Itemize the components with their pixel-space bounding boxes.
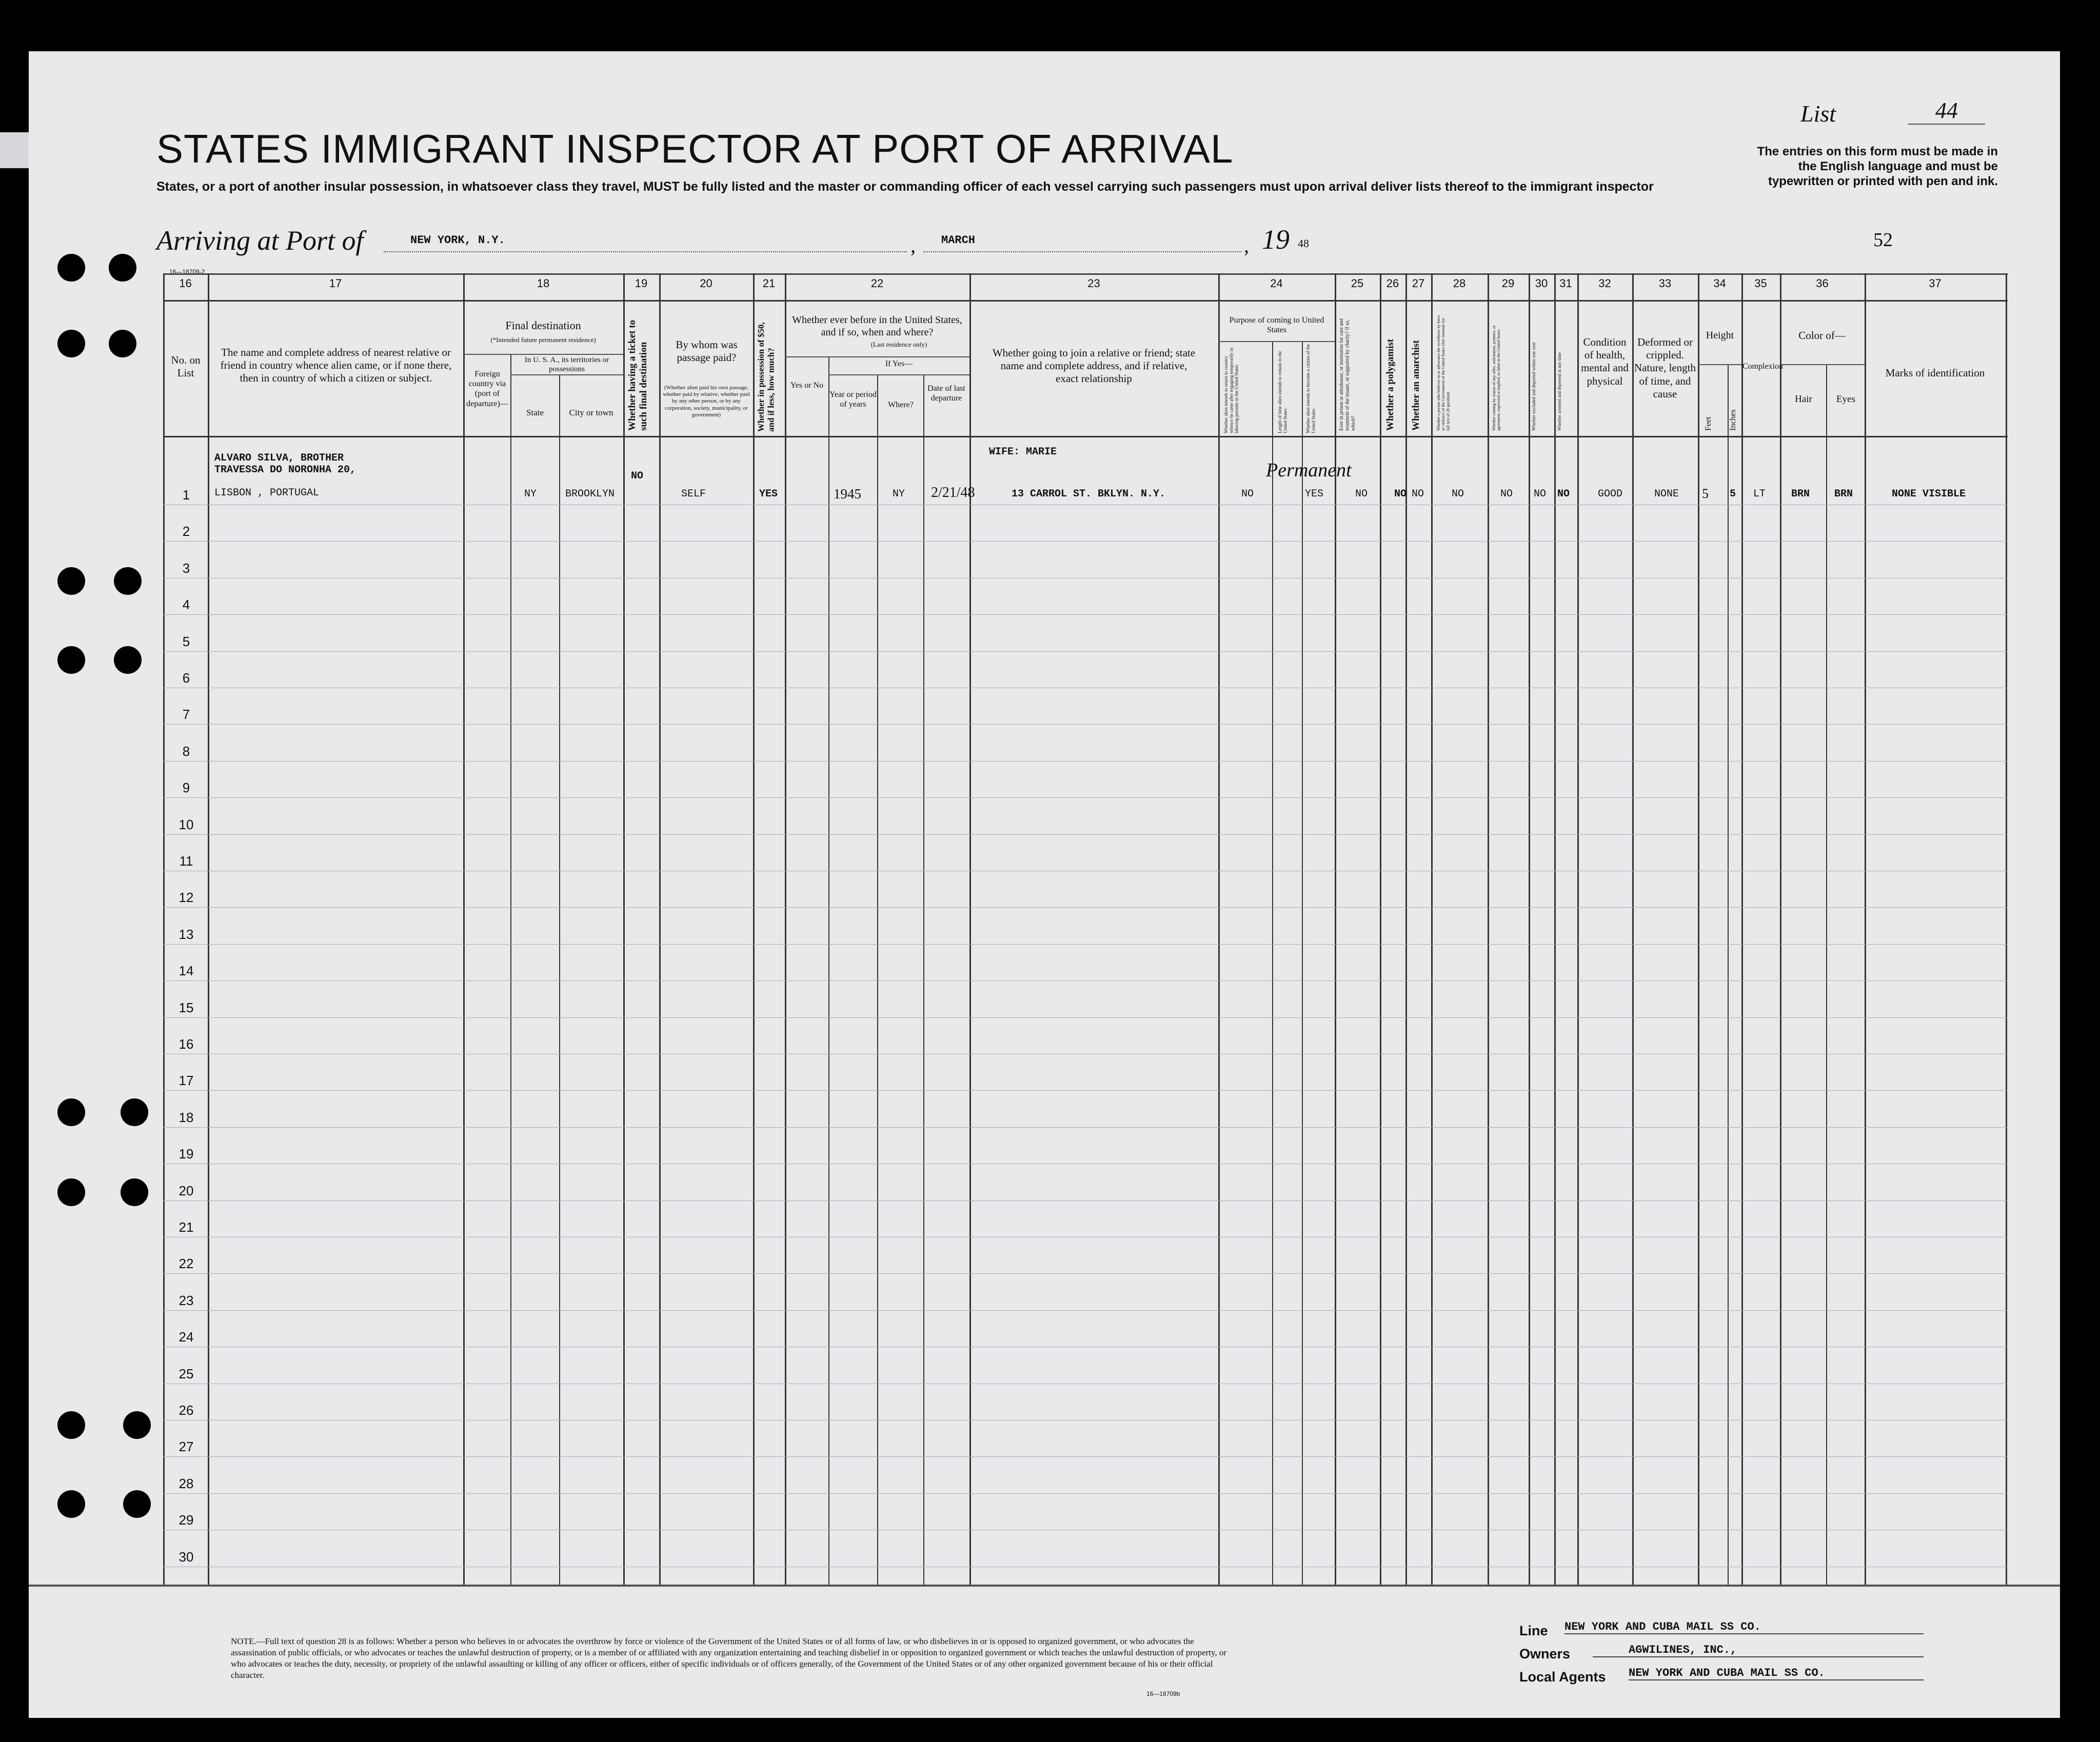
row-number: 29 xyxy=(179,1512,194,1528)
punch-hole xyxy=(57,1178,85,1206)
row-number: 4 xyxy=(182,597,190,613)
joining-line1: WIFE: MARIE xyxy=(989,446,1057,458)
row-number: 1 xyxy=(182,487,190,503)
row-line xyxy=(163,761,2008,762)
punch-hole xyxy=(123,1490,151,1518)
complexion-value: LT xyxy=(1753,488,1766,500)
header-foreign-country: Foreign country via (port of departure)— xyxy=(466,370,508,408)
line-value: NEW YORK AND CUBA MAIL SS CO. xyxy=(1564,1620,1924,1634)
row-line xyxy=(163,541,2008,542)
row-number: 5 xyxy=(182,633,190,649)
row-number: 2 xyxy=(182,524,190,539)
subheader-line xyxy=(1698,364,1741,365)
q30-value: NO xyxy=(1534,488,1547,500)
row-number: 6 xyxy=(182,670,190,686)
year-suffix: 48 xyxy=(1298,237,1309,250)
col-number: 19 xyxy=(635,277,648,290)
col-number: 20 xyxy=(700,277,712,290)
header-yes-no: Yes or No xyxy=(790,381,824,390)
feet-value: 5 xyxy=(1702,486,1709,501)
col-number: 26 xyxy=(1386,277,1399,290)
header-marks: Marks of identification xyxy=(1885,367,1985,379)
q31-value: NO xyxy=(1557,488,1570,500)
agents-label: Local Agents xyxy=(1519,1669,1606,1685)
col-number: 37 xyxy=(1929,277,1941,290)
subcol-line xyxy=(1302,341,1303,1585)
arriving-dotted xyxy=(384,251,907,252)
punch-hole xyxy=(57,646,85,674)
col-number: 18 xyxy=(537,277,550,290)
col-line xyxy=(1741,273,1743,1585)
relative-line2: TRAVESSA DO NORONHA 20, xyxy=(214,464,356,476)
comma: , xyxy=(1244,234,1249,257)
header-eyes: Eyes xyxy=(1836,394,1855,405)
row-number: 30 xyxy=(179,1549,194,1565)
header-no-on-list: No. on List xyxy=(171,354,201,379)
col-line xyxy=(623,273,625,1585)
col-line xyxy=(1577,273,1579,1585)
passage-paid-value: SELF xyxy=(681,488,706,500)
row-number: 26 xyxy=(179,1403,194,1418)
relative-line1: ALVARO SILVA, BROTHER xyxy=(214,452,344,464)
row-line xyxy=(163,1127,2008,1128)
line-label: Line xyxy=(1519,1623,1548,1638)
header-bottom-line xyxy=(163,436,2008,437)
row-line xyxy=(163,651,2008,652)
header-q30: Whether excluded and deported within one year xyxy=(1531,342,1536,431)
subcol-line xyxy=(877,374,878,1585)
header-ticket: Whether having a ticket to such final destination xyxy=(627,319,649,431)
form-subtitle: States, or a port of another insular possession, in whatsoever class they travel, MUST be fully listed and the master or commanding officer of each vessel carrying such passengers must upon arrival deliver lists thereof to the immigrant inspector xyxy=(156,179,1654,194)
header-purpose-a: Whether alien intends to return to country whence he came after engaging temporarily in laboring pursuits in the United States xyxy=(1223,348,1239,433)
row-number: 14 xyxy=(179,963,194,979)
q28-value: NO xyxy=(1452,488,1464,500)
subcol-line xyxy=(828,356,829,1585)
page-mark: 52 xyxy=(1873,229,1893,251)
row-number: 15 xyxy=(179,999,194,1015)
row-line xyxy=(163,980,2008,981)
header-deformed: Deformed or crippled. Nature, length of time, and cause xyxy=(1634,336,1696,400)
month-value: MARCH xyxy=(941,234,976,247)
row-number: 13 xyxy=(179,926,194,942)
header-where: Where? xyxy=(888,401,914,409)
punch-hole xyxy=(121,1178,148,1206)
header-polygamist: Whether a polygamist xyxy=(1385,338,1396,431)
col-line xyxy=(1865,273,1866,1585)
owners-label: Owners xyxy=(1519,1646,1571,1661)
row-line xyxy=(163,944,2008,945)
row-number: 8 xyxy=(182,743,190,759)
q29-value: NO xyxy=(1500,488,1513,500)
punch-hole xyxy=(123,1411,151,1439)
row-line xyxy=(163,1017,2008,1018)
header-final-destination: Final destination xyxy=(505,319,581,332)
header-color-of: Color of— xyxy=(1798,329,1846,342)
owners-value: AGWILINES, INC., xyxy=(1593,1644,1924,1657)
anarchist-value: NO xyxy=(1412,488,1424,500)
purpose-length-value: Permanent xyxy=(1266,459,1352,481)
header-last-residence: (Last residence only) xyxy=(870,341,927,348)
row-line xyxy=(163,834,2008,835)
header-in-us: In U. S. A., its territories or possessions xyxy=(524,356,609,373)
col-line xyxy=(1780,273,1781,1585)
col-line xyxy=(1529,273,1530,1585)
punch-hole xyxy=(57,567,85,595)
header-top-line xyxy=(163,273,2008,275)
row-number: 11 xyxy=(179,853,193,869)
header-final-destination-note: (*Intended future permanent residence) xyxy=(490,336,596,344)
row-number: 3 xyxy=(182,560,190,576)
col-number: 34 xyxy=(1713,277,1726,290)
header-passage-note: (Whether alien paid his own passage, whether paid by relative, whether paid by any other person, or by any corporation, society, municipality, or government) xyxy=(663,385,750,418)
month-dotted xyxy=(923,251,1241,252)
subheader-line xyxy=(1218,341,1335,342)
row-number: 22 xyxy=(179,1256,194,1272)
header-money: Whether in possession of $50, and if less, how much? xyxy=(756,322,776,432)
col-number: 23 xyxy=(1087,277,1100,290)
purpose-citizen-value: YES xyxy=(1305,488,1324,500)
col-line xyxy=(659,273,661,1585)
instructions-text: The entries on this form must be made in the English language and must be typewritten or printed with pen and ink. xyxy=(1757,145,1998,188)
col-number: 30 xyxy=(1535,277,1548,290)
col-number: 16 xyxy=(179,277,192,290)
header-q31: Whether arrested and deported at any time xyxy=(1557,352,1562,431)
col-line xyxy=(1632,273,1634,1585)
col-line xyxy=(785,273,786,1585)
punch-hole xyxy=(109,330,136,357)
header-complexion: Complexion xyxy=(1742,362,1784,371)
header-purpose-b: Length of time alien intends to remain in the United States xyxy=(1277,351,1288,433)
header-city: City or town xyxy=(569,408,613,417)
header-inches: Inches xyxy=(1729,409,1737,431)
header-before-in-us: Whether ever before in the United States, and if so, when and where? xyxy=(792,314,962,338)
subheader-line xyxy=(828,374,969,375)
row-number: 19 xyxy=(179,1146,194,1162)
polygamist-value: NO xyxy=(1394,488,1407,500)
punch-hole xyxy=(57,1098,85,1126)
col-line xyxy=(463,273,465,1585)
prison-value: NO xyxy=(1355,488,1368,500)
col-number: 28 xyxy=(1453,277,1466,290)
punch-hole xyxy=(57,254,85,282)
row-line xyxy=(163,724,2008,725)
subheader-line xyxy=(1780,364,1865,365)
subcol-line xyxy=(1826,364,1827,1585)
marks-value: NONE VISIBLE xyxy=(1892,488,1966,500)
punch-hole xyxy=(109,254,136,282)
header-state: State xyxy=(526,408,544,417)
header-q29: Whether coming by reason of any offer, solicitation, promise, or agreement, expressed or implied, to labor in the United States xyxy=(1492,325,1501,431)
form-number: 16—18709-2 xyxy=(169,268,205,275)
row-number: 27 xyxy=(179,1439,194,1455)
col-line xyxy=(1380,273,1381,1585)
subheader-line xyxy=(463,354,623,355)
subcol-line xyxy=(559,374,560,1585)
subheader-line xyxy=(510,374,623,375)
row-number: 17 xyxy=(179,1073,194,1089)
port-value: NEW YORK, N.Y. xyxy=(410,234,505,247)
punch-hole xyxy=(121,1098,148,1126)
punch-hole xyxy=(57,330,85,357)
col-line xyxy=(1218,273,1220,1585)
header-prison: Ever in prison or almshouse, or institution for care and treatment of the insane, or supported by charity? If so, which? xyxy=(1339,318,1356,431)
row-number: 18 xyxy=(179,1109,194,1125)
row-line xyxy=(163,1200,2008,1201)
ticket-value: NO xyxy=(631,470,644,482)
header-height: Height xyxy=(1706,330,1734,341)
row-line xyxy=(163,1456,2008,1457)
row-line xyxy=(163,614,2008,615)
subcol-line xyxy=(1728,364,1729,1585)
state-value: NY xyxy=(524,488,537,500)
subcol-line xyxy=(510,354,511,1585)
col-line xyxy=(969,273,971,1585)
header-feet: Feet xyxy=(1704,416,1713,431)
money-value: YES xyxy=(759,488,778,500)
form-code: 16—18709b xyxy=(1146,1690,1180,1697)
col-line xyxy=(2006,273,2007,1585)
header-date-departure: Date of last departure xyxy=(927,384,965,403)
table-bottom-line xyxy=(29,1585,2060,1587)
row-line xyxy=(163,907,2008,908)
list-number: 44 xyxy=(1908,97,1985,125)
colnum-line xyxy=(163,300,2008,302)
arriving-label: Arriving at Port of xyxy=(156,225,364,256)
col-number: 29 xyxy=(1501,277,1515,290)
col-number: 24 xyxy=(1270,277,1283,290)
col-number: 32 xyxy=(1598,277,1611,290)
where-value: NY xyxy=(893,488,905,500)
col-line xyxy=(1488,273,1489,1585)
header-q28: Whether a person who believes in or advocates the overthrow by force or violence of the Government of the United States (See footnote for full text of 28 question) xyxy=(1436,315,1451,431)
col-number: 35 xyxy=(1754,277,1767,290)
header-purpose-c: Whether alien intends to become a citizen of the United States xyxy=(1305,344,1316,433)
col-number: 36 xyxy=(1816,277,1829,290)
comma: , xyxy=(910,234,916,257)
header-year-period: Year or period of years xyxy=(829,390,877,409)
row-number: 28 xyxy=(179,1475,194,1491)
row-number: 16 xyxy=(179,1036,194,1052)
header-purpose: Purpose of coming to United States xyxy=(1229,316,1324,335)
col-number: 25 xyxy=(1351,277,1364,290)
col-line xyxy=(163,273,165,1585)
subheader-line xyxy=(785,356,969,357)
row-line xyxy=(163,1273,2008,1274)
header-health: Condition of health, mental and physical xyxy=(1581,336,1629,387)
row-number: 21 xyxy=(179,1219,194,1235)
agents-value: NEW YORK AND CUBA MAIL SS CO. xyxy=(1629,1667,1924,1680)
header-hair: Hair xyxy=(1795,394,1812,405)
punch-hole xyxy=(57,1490,85,1518)
row-number: 25 xyxy=(179,1366,194,1381)
header-relative-abroad: The name and complete address of nearest relative or friend in country whence alien came, or if none there, then in country of which a citizen or subject. xyxy=(220,346,452,385)
row-line xyxy=(163,1310,2008,1311)
list-label: List xyxy=(1800,101,1836,127)
footnote-q28: NOTE.—Full text of question 28 is as follows: Whether a person who believes in or advocates the overthrow by force or violence of the Government of the United States or of all forms of law, or who disbelieves in or is opposed to organized government, or who advocates the assassination of public officials, or who advocates or teaches the unlawful destruction of property, or is a member of or affiliated with any organization entertaining and teaching disbelief in or opposition to organized government or which teaches the unlawful destruction of property, or who advocates or teaches the duty, necessity, or propriety of the unlawful assaulting or killing of any officer or officers, either of specific individuals or of officers generally, of the Government of the United States or of any other organized government because of his or their official character. xyxy=(231,1636,1227,1680)
col-number: 17 xyxy=(329,277,342,290)
col-line xyxy=(1431,273,1433,1585)
row-line xyxy=(163,1090,2008,1091)
col-number: 33 xyxy=(1658,277,1672,290)
left-edge-fragment xyxy=(0,132,29,168)
health-value: GOOD xyxy=(1598,488,1623,500)
eyes-value: BRN xyxy=(1834,488,1853,500)
row-number: 10 xyxy=(179,816,194,832)
subcol-line xyxy=(1272,341,1273,1585)
header-passage-paid: By whom was passage paid? xyxy=(676,338,738,364)
col-number: 22 xyxy=(870,277,884,290)
col-line xyxy=(1554,273,1556,1585)
row-number: 20 xyxy=(179,1183,194,1198)
col-line xyxy=(208,273,209,1585)
col-number: 31 xyxy=(1559,277,1572,290)
city-value: BROOKLYN xyxy=(565,488,615,500)
subcol-line xyxy=(923,374,924,1585)
col-line xyxy=(753,273,755,1585)
form-title: STATES IMMIGRANT INSPECTOR AT PORT OF ARRIVAL xyxy=(156,126,1234,171)
col-line xyxy=(1698,273,1699,1585)
punch-hole xyxy=(57,1411,85,1439)
header-anarchist: Whether an anarchist xyxy=(1411,340,1421,431)
punch-hole xyxy=(114,567,142,595)
row-number: 23 xyxy=(179,1292,194,1308)
row-number: 24 xyxy=(179,1329,194,1345)
col-number: 27 xyxy=(1412,277,1425,290)
row-number: 7 xyxy=(182,707,190,723)
deformed-value: NONE xyxy=(1654,488,1679,500)
punch-hole xyxy=(114,646,142,674)
year-value: 1945 xyxy=(834,486,861,502)
header-joining-relative: Whether going to join a relative or friend; state name and complete address, and if relative, exact relationship xyxy=(992,347,1196,385)
year-prefix: 19 xyxy=(1262,224,1290,255)
joining-line2: 13 CARROL ST. BKLYN. N.Y. xyxy=(1012,488,1166,500)
purpose-return-value: NO xyxy=(1241,488,1254,500)
relative-line3: LISBON , PORTUGAL xyxy=(214,487,320,499)
inches-value: 5 xyxy=(1730,488,1736,500)
row-line xyxy=(163,1493,2008,1494)
departure-value: 2/21/48 xyxy=(931,485,975,500)
hair-value: BRN xyxy=(1791,488,1810,500)
header-if-yes: If Yes— xyxy=(885,359,913,368)
row-number: 12 xyxy=(179,890,194,906)
col-number: 21 xyxy=(762,277,776,290)
col-line xyxy=(1405,273,1407,1585)
row-line xyxy=(163,797,2008,798)
row-number: 9 xyxy=(182,780,190,796)
